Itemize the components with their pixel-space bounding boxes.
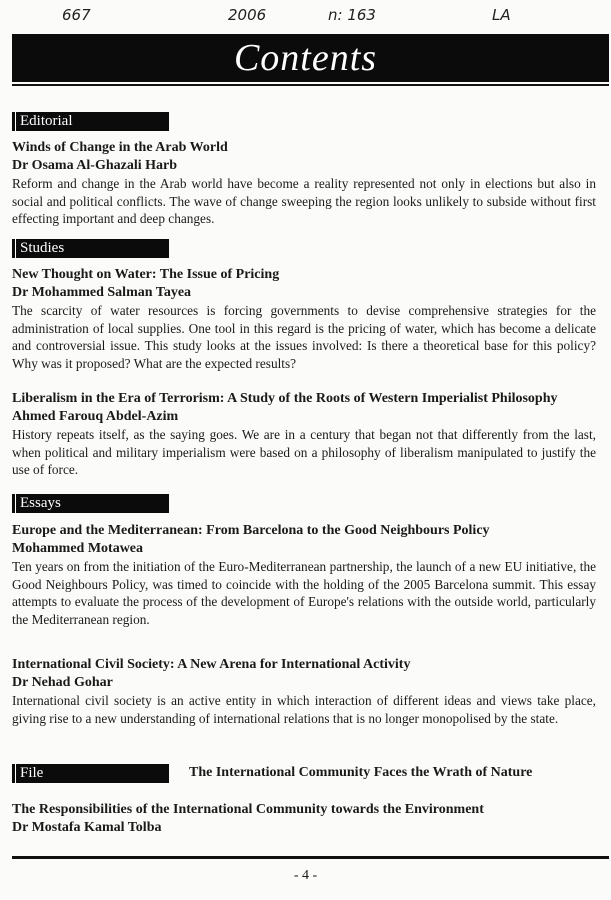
article-title: The Responsibilities of the International Community towards the Environment [12,802,484,817]
article-editorial [12,139,596,228]
article-title: Liberalism in the Era of Terrorism: A Study of the Roots of Western Imperialist Philosophy [12,391,558,406]
article-author: Dr Mostafa Kamal Tolba [12,820,162,835]
handwritten-year: 2006 [228,6,267,24]
article-summary: History repeats itself, as the saying goes. We are in a century that began not that differently from the last, when political and military imperialism were based on a philosophy of liberalism manipulated to justify the use of force. [12,427,596,477]
section-label-file: File [12,764,169,783]
article-author: Mohammed Motawea [12,541,144,556]
article-title: International Civil Society: A New Arena for International Activity [12,657,411,672]
article-summary: International civil society is an active entity in which interaction of different ideas and views take place, giving rise to a new understanding of international relations that is no longer monopolised by the state. [12,693,596,726]
article-summary: Reform and change in the Arab world have become a reality represented not only in elections but also in social and political conflicts. The wave of change sweeping the region looks unlikely to subside without first effecting important and deep changes. [12,176,596,226]
article-summary: Ten years on from the initiation of the Euro-Mediterranean partnership, the launch of a new EU initiative, the Good Neighbours Policy, was timed to coincide with the holding of the 2005 Barcelona summit. This essay attempts to evaluate the process of the development of Europe's relations with the outside world, particularly the Mediterranean region. [12,559,596,627]
article-author: Dr Nehad Gohar [12,675,113,690]
page-number: - 4 - [293,868,318,883]
handwritten-issue: n: 163 [328,6,376,24]
article-summary: The scarcity of water resources is forcing governments to devise comprehensive strategies for the administration of local supplies. One tool in this regard is the pricing of water, which has become a delicate and controversial issue. This study looks at the issues involved: Is there a theoretical base for this policy? Why was it proposed? What are the expected results? [12,303,596,371]
article-title: New Thought on Water: The Issue of Pricing [12,267,280,282]
article-author: Dr Mohammed Salman Tayea [12,285,192,300]
handwritten-initials: LA [492,6,511,24]
article-author: Dr Osama Al-Ghazali Harb [12,158,178,173]
article-file [12,801,596,837]
article-essays-1 [12,522,596,628]
section-label-editorial: Editorial [12,112,169,131]
article-title: Europe and the Mediterranean: From Barcelona to the Good Neighbours Policy [12,523,490,538]
section-label-studies: Studies [12,239,169,258]
page-title: Contents [233,37,378,79]
article-studies-2 [12,390,596,479]
article-title: Winds of Change in the Arab World [12,140,228,155]
article-author: Ahmed Farouq Abdel-Azim [12,409,179,424]
handwritten-number: 667 [62,6,91,24]
header-divider [12,84,609,86]
article-essays-2 [12,656,596,727]
article-studies-1 [12,266,596,372]
footer-divider [12,856,609,859]
file-topic-title: The International Community Faces the Wrath of Nature [189,765,533,780]
section-label-essays: Essays [12,494,169,513]
